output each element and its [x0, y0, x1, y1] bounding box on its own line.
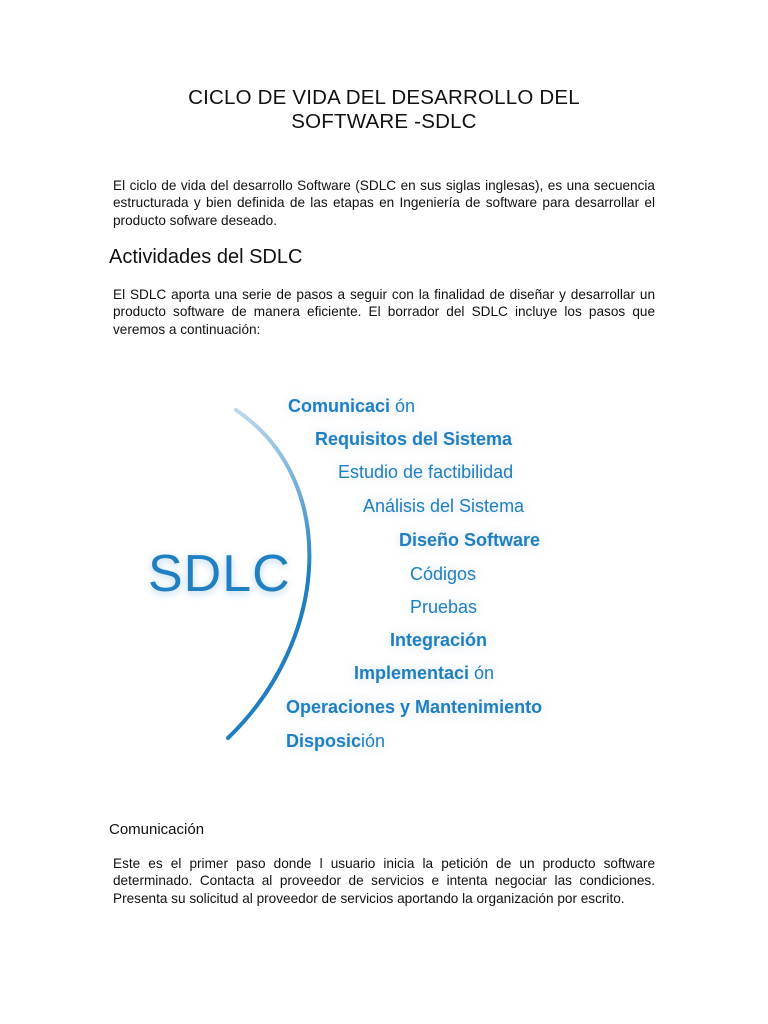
step-requisitos: Requisitos del Sistema — [315, 429, 513, 449]
step-pruebas: Pruebas — [410, 597, 478, 617]
comunicacion-paragraph: Este es el primer paso donde l usuario inicia la petición de un producto software determinado. Contacta al proveedor de servicios e intenta negociar las condiciones. Presenta su solicitud al proveedor de servicios aportando la organización por escrito. — [113, 856, 655, 906]
section-heading: Actividades del SDLC — [109, 246, 303, 268]
subheading-comunicacion: Comunicación — [109, 821, 205, 838]
step-comunicacion: Comunicaci ón — [288, 396, 416, 416]
title-line-2: SOFTWARE -SDLC — [291, 110, 477, 133]
step-diseno: Diseño Software — [399, 530, 541, 550]
section-paragraph: El SDLC aporta una serie de pasos a seguir con la finalidad de diseñar y desarrollar un producto software de manera eficiente. El borrador del SDLC incluye los pasos que veremos a continuación: — [113, 287, 655, 337]
title-line-1: CICLO DE VIDA DEL DESARROLLO DEL — [188, 86, 580, 109]
step-operaciones: Operaciones y Mantenimiento — [286, 697, 543, 717]
step-codigos: Códigos — [410, 564, 477, 584]
step-integracion: Integración — [390, 630, 488, 650]
step-disposicion: Disposición — [286, 731, 386, 751]
step-implementacion: Implementaci ón — [354, 663, 495, 683]
sdlc-center-label: SDLC — [148, 545, 291, 603]
step-analisis: Análisis del Sistema — [363, 496, 525, 516]
sdlc-diagram — [140, 380, 640, 760]
step-estudio-factibilidad: Estudio de factibilidad — [338, 462, 514, 482]
document-title — [0, 86, 768, 134]
intro-paragraph: El ciclo de vida del desarrollo Software (SDLC en sus siglas inglesas), es una secuencia estructurada y bien definida de las etapas en Ingeniería de software para desarrollar el producto sofware deseado. — [113, 178, 655, 228]
